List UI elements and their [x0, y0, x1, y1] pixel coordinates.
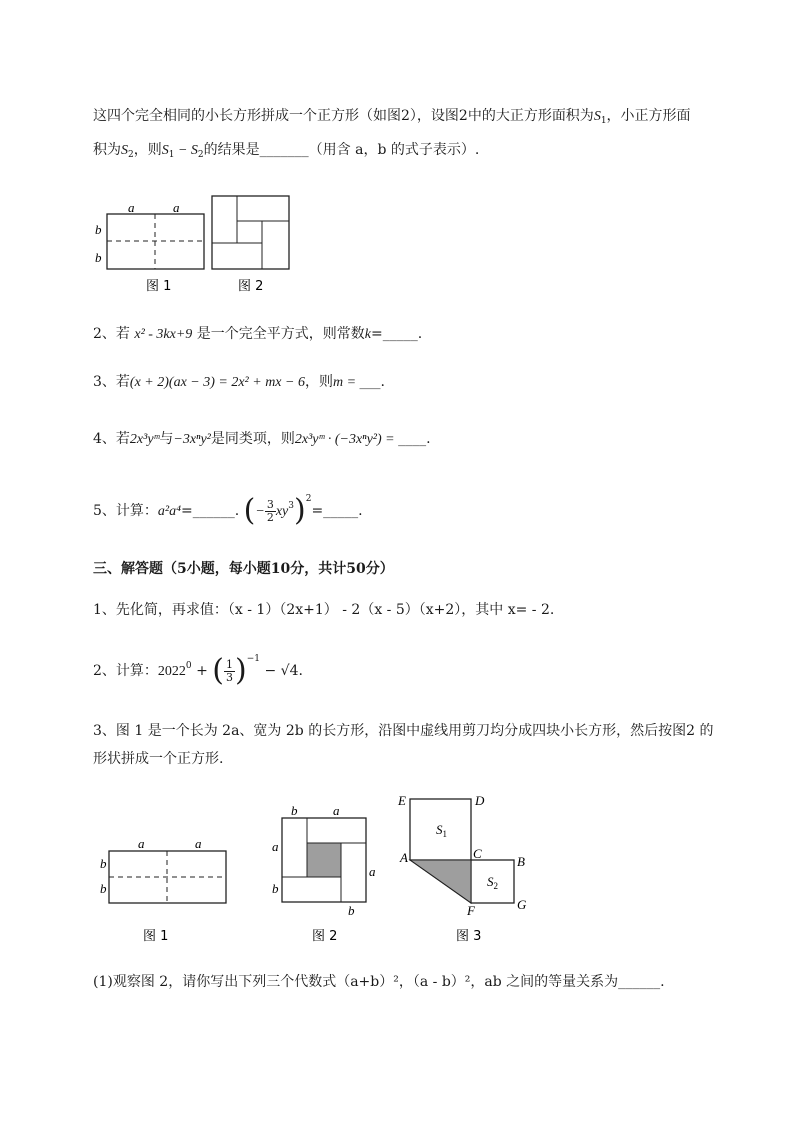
- bottom-fig1-label-a2: a: [195, 836, 202, 851]
- q5-blank2: =_____.: [311, 503, 363, 519]
- q5-numerator: 3: [266, 497, 274, 511]
- bottom-figure-3: [397, 793, 527, 944]
- p2-head: 2、计算：: [93, 663, 158, 679]
- q5-fraction: [265, 499, 276, 524]
- q3-mid: ，则: [304, 374, 333, 390]
- q5-term1: a²a⁴: [157, 504, 181, 519]
- q2-tail: 是一个完全平方式，则常数: [192, 326, 365, 342]
- bottom-fig2-label-a-right: a: [369, 864, 376, 879]
- q4-head: 4、若: [93, 431, 130, 447]
- label-s2: $S_2$: [487, 874, 498, 891]
- q5-head: 5、计算：: [93, 503, 158, 519]
- diff-s2-sub: 2: [197, 150, 204, 160]
- bottom-fig2-caption: 图 2: [312, 929, 338, 944]
- top-fig1-label-b1: b: [95, 222, 102, 237]
- problem-1: 1、先化简，再求值：（x - 1）（2x+1） - 2（x - 5）（x+2），其中 x= - 2.: [93, 602, 555, 618]
- q5-rparen: ): [293, 493, 306, 528]
- bottom-fig2-label-b-left: b: [272, 881, 279, 896]
- q4-term3: 2x³yᵐ · (−3xⁿy²) =: [294, 432, 399, 447]
- top-fig2-outer: [212, 196, 289, 269]
- question-3: [93, 372, 385, 393]
- p2-rparen: ): [235, 653, 247, 688]
- question-2: [93, 324, 422, 345]
- intro-text-2-head: 积为: [93, 142, 121, 158]
- q2-k: k: [364, 327, 371, 342]
- point-a: A: [400, 850, 408, 865]
- top-fig1-label-a1: a: [128, 200, 135, 215]
- q4-term1: 2x³yᵐ: [129, 432, 160, 447]
- diff-s2: − S: [174, 143, 198, 158]
- q2-expression: x² - 3kx+9: [134, 327, 193, 342]
- point-b: B: [517, 854, 525, 869]
- p2-plus: +: [191, 663, 213, 679]
- bottom-fig1-label-a1: a: [138, 836, 145, 851]
- p2-lparen: (: [212, 653, 225, 688]
- point-c: C: [473, 846, 482, 861]
- intro-text-1: 这四个完全相同的小长方形拼成一个正方形（如图2），设图2中的大正方形面积为: [93, 108, 594, 124]
- p2-denominator: 3: [226, 670, 234, 684]
- q3-blank: ___.: [359, 374, 385, 390]
- p2-fraction: [224, 659, 235, 684]
- diff-s1-sub: 1: [168, 150, 175, 160]
- diff-s1: S: [161, 143, 169, 158]
- q5-minus: −: [255, 504, 265, 519]
- s2-symbol: S: [121, 143, 128, 158]
- top-figure-1: [95, 200, 204, 294]
- q3-m: m =: [332, 375, 360, 390]
- s1-subscript: 1: [600, 116, 607, 126]
- p2-year: 2022: [157, 664, 186, 679]
- bottom-fig2-label-b-bottom: b: [348, 903, 355, 918]
- q5-denominator: 2: [266, 510, 274, 524]
- q2-blank: =_____.: [370, 326, 423, 342]
- top-fig1-label-a2: a: [173, 200, 180, 215]
- q4-mid1: 与: [159, 431, 174, 447]
- top-figure-2: [212, 196, 289, 294]
- p2-end: .: [298, 663, 303, 679]
- problem-3-line-1: 3、图 1 是一个长为 2a、宽为 2b 的长方形，沿图中虚线用剪刀均分成四块小长方形，然后按图2 的: [93, 723, 714, 739]
- q5-xy: xy: [275, 504, 289, 519]
- s1-symbol: S: [593, 109, 601, 124]
- bottom-fig2-center-square: [307, 843, 341, 877]
- top-fig1-caption: 图 1: [146, 279, 172, 294]
- bottom-fig1-label-b2: b: [100, 881, 107, 896]
- p2-numerator: 1: [226, 657, 234, 671]
- bottom-fig3-caption: 图 3: [456, 929, 482, 944]
- bottom-fig2-label-a-top: a: [333, 803, 340, 818]
- problem-2: [93, 654, 303, 690]
- p2-sqrt: √4: [280, 663, 299, 679]
- q4-blank: ____.: [398, 431, 431, 447]
- q5-outsup: 2: [305, 494, 312, 504]
- bottom-fig2-label-b-top: b: [291, 803, 298, 818]
- q3-head: 3、若: [93, 374, 130, 390]
- bottom-figure-1: [100, 836, 226, 944]
- section-3-title: 三、解答题（5小题，每小题10分，共计50分）: [93, 561, 394, 577]
- question-4: [93, 429, 431, 450]
- bottom-fig1-caption: 图 1: [143, 929, 169, 944]
- point-e: E: [398, 793, 406, 808]
- p2-year-sup: 0: [185, 661, 192, 671]
- intro-text-1-tail: ，小正方形面: [606, 108, 691, 124]
- q5-lparen: (: [243, 493, 256, 528]
- bottom-fig2-label-a-left: a: [272, 839, 279, 854]
- label-s1: $S_1$: [436, 822, 447, 839]
- s2-subscript: 2: [128, 150, 134, 160]
- p2-minus: −: [260, 663, 281, 679]
- bottom-figure-2: [272, 803, 376, 944]
- top-fig1-label-b2: b: [95, 250, 102, 265]
- problem-3-part-1: (1)观察图 2，请你写出下列三个代数式（a+b）²，（a - b）²，ab 之间的等量关系为______.: [93, 974, 665, 990]
- q2-head: 2、若: [93, 326, 135, 342]
- point-d: D: [475, 793, 485, 808]
- intro-text-2-tail: 的结果是_______（用含 a，b 的式子表示）.: [203, 142, 480, 158]
- q5-ysup: 3: [288, 501, 294, 511]
- point-f: F: [467, 903, 475, 918]
- point-g: G: [517, 897, 527, 912]
- p2-outsup: −1: [246, 654, 261, 664]
- q4-term2: −3xⁿy²: [173, 432, 211, 447]
- intro-text-2-mid: ，则: [133, 142, 162, 158]
- top-fig2-caption: 图 2: [238, 279, 264, 294]
- q5-blank1: =______.: [181, 503, 240, 519]
- bottom-fig1-label-b1: b: [100, 856, 107, 871]
- q4-mid2: 是同类项，则: [210, 431, 295, 447]
- question-5: [93, 494, 363, 530]
- q3-expression: (x + 2)(ax − 3) = 2x² + mx − 6: [129, 375, 305, 390]
- problem-3-line-2: 形状拼成一个正方形.: [93, 751, 224, 767]
